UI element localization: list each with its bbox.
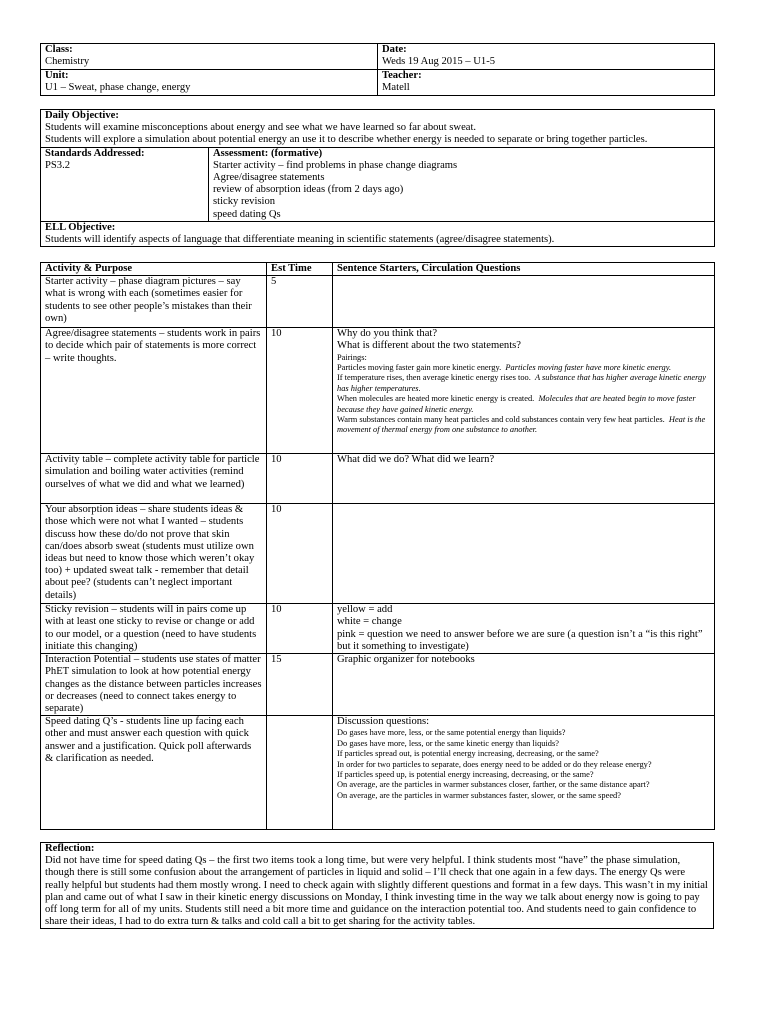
table-row — [41, 504, 715, 604]
pairing-item — [337, 363, 710, 373]
daily-objective-line: Students will explore a simulation about potential energy an use it to describe whether energy is needed to separate or bring together particles. — [45, 134, 648, 146]
table-header-row — [41, 263, 715, 276]
questions-cell: What did we do? What did we learn? — [333, 454, 715, 504]
assessment-item: sticky revision — [213, 196, 276, 208]
time-cell: 15 — [267, 654, 333, 716]
discussion-question: On average, are the particles in warmer substances closer, farther, or the same distance apart? — [337, 780, 650, 790]
table-row — [41, 454, 715, 504]
unit-cell — [41, 70, 378, 96]
table-row — [41, 654, 715, 716]
pairing-statement-a: When molecules are heated more kinetic energy is created. — [337, 394, 535, 404]
daily-objective-line: Students will examine misconceptions about energy and see what we have learned so far about sweat. — [45, 122, 477, 134]
discussion-question: Do gases have more, less, or the same kinetic energy than liquids? — [337, 738, 559, 748]
ell-objective-label: ELL Objective: — [45, 221, 116, 233]
teacher-cell — [378, 70, 715, 96]
date-value: Weds 19 Aug 2015 – U1-5 — [382, 56, 496, 68]
discussion-question: On average, are the particles in warmer substances faster, slower, or the same speed? — [337, 790, 621, 800]
reflection-cell — [41, 843, 714, 929]
questions-cell — [333, 604, 715, 654]
pairings-label: Pairings: — [337, 352, 367, 362]
assessment-label: Assessment: (formative) — [213, 147, 323, 159]
time-cell: 10 — [267, 604, 333, 654]
questions-cell: Graphic organizer for notebooks — [333, 654, 715, 716]
discussion-question: Do gases have more, less, or the same potential energy than liquids? — [337, 728, 566, 738]
assessment-item: speed dating Qs — [213, 208, 281, 220]
pairing-statement-b: Particles moving faster have more kinetic energy. — [505, 363, 672, 373]
pairing-item — [337, 373, 710, 394]
questions-cell — [333, 504, 715, 604]
reflection-table — [40, 842, 714, 929]
column-header: Activity & Purpose — [41, 263, 267, 276]
reflection-label: Reflection: — [45, 843, 95, 854]
assessment-item: Starter activity – find problems in phase change diagrams — [213, 159, 458, 171]
date-label: Date: — [382, 44, 407, 55]
question-line: Why do you think that? — [337, 328, 438, 340]
activity-cell: Agree/disagree statements – students work in pairs to decide which pair of statements is more correct – write thoughts. — [41, 328, 267, 454]
discussion-question: If particles speed up, is potential energy increasing, decreasing, or the same? — [337, 770, 594, 780]
class-value: Chemistry — [45, 56, 90, 68]
header-table — [40, 43, 715, 96]
discussion-question: In order for two particles to separate, does energy need to be added or do they release energy? — [337, 759, 652, 769]
standards-value: PS3.2 — [45, 159, 71, 171]
daily-objective-label: Daily Objective: — [45, 110, 119, 121]
daily-objective-cell — [41, 110, 715, 148]
questions-cell — [333, 716, 715, 830]
time-cell — [267, 716, 333, 830]
pairing-item — [337, 415, 710, 436]
standards-cell — [41, 147, 209, 221]
pairing-statement-b: Heat is the movement of thermal energy from one substance to another. — [337, 415, 706, 435]
activity-cell: Interaction Potential – students use states of matter PhET simulation to look at how potential energy changes as the distance between particles increases or decreases (need to connect takes energy to separate) — [41, 654, 267, 716]
activity-cell: Starter activity – phase diagram pictures – say what is wrong with each (sometimes easier for students to see other people’s mistakes than their own) — [41, 276, 267, 328]
time-cell: 10 — [267, 328, 333, 454]
unit-label: Unit: — [45, 70, 69, 81]
sticky-color-line: pink = question we need to answer before we are sure (a question isn’t a “is this right” but it something to investigate) — [337, 628, 703, 652]
discussion-question: If particles spread out, is potential energy increasing, decreasing, or the same? — [337, 749, 599, 759]
activities-table — [40, 262, 715, 830]
assessment-item: review of absorption ideas (from 2 days ago) — [213, 184, 404, 196]
activity-cell: Activity table – complete activity table for particle simulation and boiling water activities (remind ourselves of what we did and what we learned) — [41, 454, 267, 504]
discussion-label: Discussion questions: — [337, 716, 430, 728]
questions-cell — [333, 328, 715, 454]
sticky-color-line: yellow = add — [337, 604, 393, 616]
pairing-item — [337, 394, 710, 415]
time-cell: 5 — [267, 276, 333, 328]
unit-value: U1 – Sweat, phase change, energy — [45, 82, 191, 94]
time-cell: 10 — [267, 454, 333, 504]
teacher-value: Matell — [382, 82, 410, 94]
assessment-cell — [209, 147, 715, 221]
table-row — [41, 276, 715, 328]
table-row — [41, 328, 715, 454]
activity-cell: Sticky revision – students will in pairs come up with at least one sticky to revise or change or add to our model, or a question (need to have students initiate this changing) — [41, 604, 267, 654]
time-cell: 10 — [267, 504, 333, 604]
questions-cell — [333, 276, 715, 328]
activity-cell: Your absorption ideas – share students ideas & those which were not what I wanted – students discuss how these do/do not prove that skin can/does absorb sweat (students must utilize own ideas but need to know those which weren’t okay too) + updated sweat talk - remember that detail about pee? (students can’t neglect important details) — [41, 504, 267, 604]
ell-objective-cell — [41, 221, 715, 246]
pairing-statement-b: Molecules that are heated begin to move faster because they have gained kinetic energy. — [337, 394, 696, 414]
standards-label: Standards Addressed: — [45, 147, 145, 159]
pairing-statement-a: Particles moving faster gain more kinetic energy. — [337, 363, 502, 373]
pairing-statement-a: If temperature rises, then average kinetic energy rises too. — [337, 373, 531, 383]
teacher-label: Teacher: — [382, 70, 422, 81]
column-header: Sentence Starters, Circulation Questions — [333, 263, 715, 276]
date-cell — [378, 44, 715, 70]
ell-objective-value: Students will identify aspects of language that differentiate meaning in scientific statements (agree/disagree statements). — [45, 234, 555, 246]
class-cell — [41, 44, 378, 70]
activity-cell: Speed dating Q’s - students line up facing each other and must answer each question with quick answer and a justification. Quick poll afterwards & clarification as needed. — [41, 716, 267, 830]
assessment-item: Agree/disagree statements — [213, 172, 325, 184]
class-label: Class: — [45, 44, 73, 55]
objectives-table — [40, 109, 715, 247]
table-row — [41, 604, 715, 654]
table-row — [41, 716, 715, 830]
pairing-statement-a: Warm substances contain many heat particles and cold substances contain very few heat particles. — [337, 415, 665, 425]
sticky-color-line: white = change — [337, 616, 402, 628]
column-header: Est Time — [267, 263, 333, 276]
reflection-text: Did not have time for speed dating Qs – the first two items took a long time, but were very helpful. I think students most “have” the phase simulation, though there is still some confusion about the arrangement of particles in liquid and solid – I’ll check that one again in a few days. The energy Qs were really helpful but students had them mostly wrong. I need to check again with slightly different questions and format in a few days. This wasn’t in my initial plan and came out of what I saw in their kinetic energy discussions on Monday, I think investing time in the way we talk about energy now is going to pay off long term for all of my units. Students still need a bit more time and guidance on the interaction potential too. And students need to gain confidence to share their ideas, I had to do extra turn & talks and cold call a bit to get sharing for the activity tables. — [45, 855, 708, 928]
pairing-statement-b: A substance that has higher average kinetic energy has higher temperatures. — [337, 373, 706, 393]
question-line: What is different about the two statements? — [337, 340, 521, 352]
